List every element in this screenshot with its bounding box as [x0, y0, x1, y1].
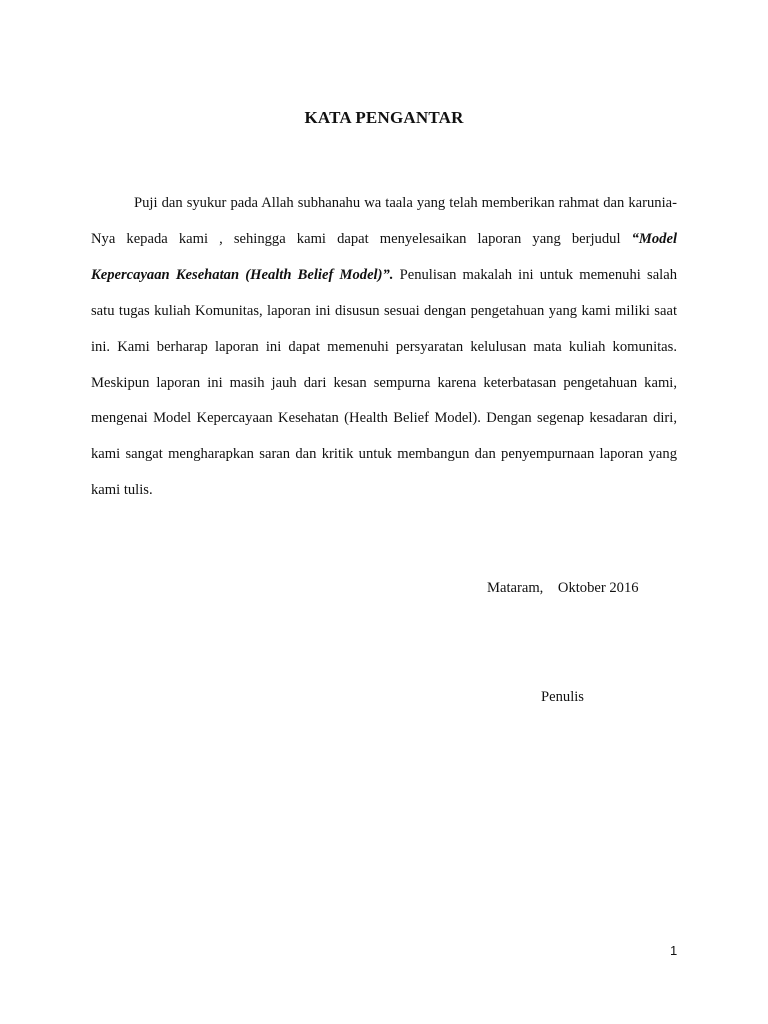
place-and-date: Mataram, Oktober 2016 — [487, 580, 639, 596]
paragraph-text-end: Penulisan makalah ini untuk memenuhi salah satu tugas kuliah Komunitas, laporan ini disusun sesuai dengan pengetahuan yang kami miliki saat ini. Kami berharap laporan ini dapat memenuhi persyaratan kelulusan mata kuliah komunitas. Meskipun laporan ini masih jauh dari kesan sempurna karena keterbatasan pengetahuan kami, mengenai Model Kepercayaan Kesehatan (Health Belief Model). Dengan segenap kesadaran diri, kami sangat mengharapkan saran dan kritik untuk membangun dan penyempurnaan laporan yang kami tulis. — [91, 266, 677, 499]
page-number: 1 — [670, 943, 678, 958]
page-title: KATA PENGANTAR — [304, 108, 464, 127]
author-signature-label: Penulis — [541, 689, 584, 705]
preface-paragraph — [91, 186, 677, 509]
report-title-emphasis: “Model Kepercayaan Kesehatan (Health Belief Model)”. — [91, 230, 677, 283]
paragraph-text-start: Puji dan syukur pada Allah subhanahu wa taala yang telah memberikan rahmat dan karunia-Nya kepada kami , sehingga kami dapat menyelesaikan laporan yang berjudul — [91, 195, 677, 247]
